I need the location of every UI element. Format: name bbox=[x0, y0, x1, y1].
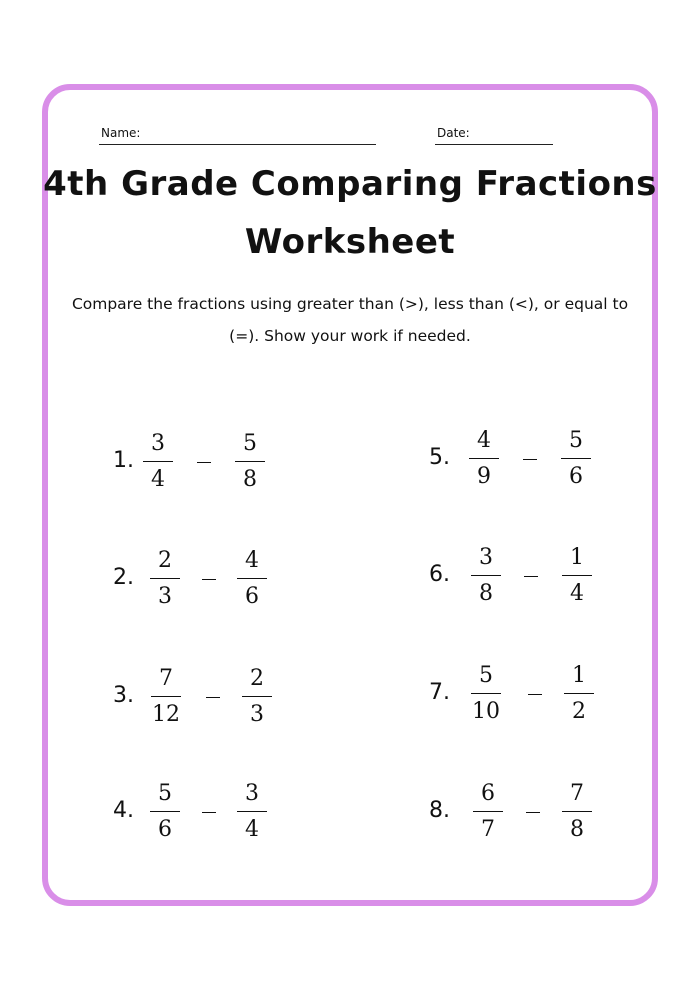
problem-item bbox=[113, 547, 333, 617]
right-fraction bbox=[560, 544, 594, 608]
numerator: 5 bbox=[243, 431, 257, 456]
numerator: 5 bbox=[158, 781, 172, 806]
fraction-bar bbox=[562, 575, 592, 576]
fraction-bar bbox=[469, 458, 499, 459]
denominator: 2 bbox=[572, 699, 586, 724]
fraction-bar bbox=[242, 696, 272, 697]
problem-number: 3. bbox=[113, 683, 134, 708]
fraction-bar bbox=[561, 458, 591, 459]
fraction-bar bbox=[143, 461, 173, 462]
left-fraction bbox=[469, 662, 503, 726]
denominator: 4 bbox=[245, 817, 259, 842]
fraction-bar bbox=[473, 811, 503, 812]
comparison-blank[interactable] bbox=[206, 697, 220, 698]
name-label: Name: bbox=[101, 126, 141, 140]
problem-number: 1. bbox=[113, 448, 134, 473]
denominator: 9 bbox=[477, 464, 491, 489]
comparison-blank[interactable] bbox=[524, 576, 538, 577]
fraction-bar bbox=[151, 696, 181, 697]
right-fraction bbox=[233, 430, 267, 494]
numerator: 5 bbox=[479, 663, 493, 688]
denominator: 6 bbox=[569, 464, 583, 489]
left-fraction bbox=[141, 430, 175, 494]
denominator: 4 bbox=[570, 581, 584, 606]
problem-number: 4. bbox=[113, 798, 134, 823]
left-fraction bbox=[469, 544, 503, 608]
numerator: 1 bbox=[572, 663, 586, 688]
problem-number: 7. bbox=[429, 680, 450, 705]
numerator: 3 bbox=[479, 545, 493, 570]
fraction-bar bbox=[237, 811, 267, 812]
numerator: 4 bbox=[477, 428, 491, 453]
problem-number: 2. bbox=[113, 565, 134, 590]
numerator: 3 bbox=[245, 781, 259, 806]
numerator: 3 bbox=[151, 431, 165, 456]
fraction-bar bbox=[564, 693, 594, 694]
date-field-line[interactable] bbox=[435, 144, 553, 145]
numerator: 1 bbox=[570, 545, 584, 570]
numerator: 4 bbox=[245, 548, 259, 573]
right-fraction bbox=[560, 780, 594, 844]
instructions-line2: (=). Show your work if needed. bbox=[229, 327, 471, 345]
problem-item bbox=[429, 544, 649, 614]
comparison-blank[interactable] bbox=[197, 462, 211, 463]
numerator: 6 bbox=[481, 781, 495, 806]
denominator: 7 bbox=[481, 817, 495, 842]
problem-number: 8. bbox=[429, 798, 450, 823]
comparison-blank[interactable] bbox=[202, 812, 216, 813]
comparison-blank[interactable] bbox=[526, 812, 540, 813]
numerator: 2 bbox=[158, 548, 172, 573]
left-fraction bbox=[148, 547, 182, 611]
denominator: 6 bbox=[158, 817, 172, 842]
instructions-line1: Compare the fractions using greater than (>), less than (<), or equal to bbox=[71, 295, 629, 313]
left-fraction bbox=[467, 427, 501, 491]
problem-item bbox=[429, 427, 649, 497]
page-title-line2: Worksheet bbox=[244, 222, 456, 262]
denominator: 8 bbox=[243, 467, 257, 492]
numerator: 7 bbox=[570, 781, 584, 806]
problem-item bbox=[113, 780, 333, 850]
left-fraction bbox=[149, 665, 183, 729]
page-title-line1: 4th Grade Comparing Fractions bbox=[43, 164, 657, 204]
denominator: 8 bbox=[479, 581, 493, 606]
name-field-line[interactable] bbox=[99, 144, 376, 145]
fraction-bar bbox=[235, 461, 265, 462]
left-fraction bbox=[471, 780, 505, 844]
denominator: 4 bbox=[151, 467, 165, 492]
denominator: 8 bbox=[570, 817, 584, 842]
right-fraction bbox=[240, 665, 274, 729]
fraction-bar bbox=[150, 811, 180, 812]
numerator: 5 bbox=[569, 428, 583, 453]
fraction-bar bbox=[150, 578, 180, 579]
problem-item bbox=[429, 780, 649, 850]
fraction-bar bbox=[471, 693, 501, 694]
fraction-bar bbox=[237, 578, 267, 579]
fraction-bar bbox=[471, 575, 501, 576]
right-fraction bbox=[559, 427, 593, 491]
denominator: 6 bbox=[245, 584, 259, 609]
problem-number: 6. bbox=[429, 562, 450, 587]
fraction-bar bbox=[562, 811, 592, 812]
numerator: 2 bbox=[250, 666, 264, 691]
denominator: 3 bbox=[250, 702, 264, 727]
denominator: 3 bbox=[158, 584, 172, 609]
comparison-blank[interactable] bbox=[528, 694, 542, 695]
problem-number: 5. bbox=[429, 445, 450, 470]
denominator: 10 bbox=[472, 699, 500, 724]
numerator: 7 bbox=[159, 666, 173, 691]
problem-item bbox=[113, 430, 333, 500]
comparison-blank[interactable] bbox=[202, 579, 216, 580]
right-fraction bbox=[235, 547, 269, 611]
denominator: 12 bbox=[152, 702, 180, 727]
right-fraction bbox=[235, 780, 269, 844]
date-label: Date: bbox=[437, 126, 470, 140]
problem-item bbox=[113, 665, 333, 735]
right-fraction bbox=[562, 662, 596, 726]
problem-item bbox=[429, 662, 649, 732]
comparison-blank[interactable] bbox=[523, 459, 537, 460]
left-fraction bbox=[148, 780, 182, 844]
